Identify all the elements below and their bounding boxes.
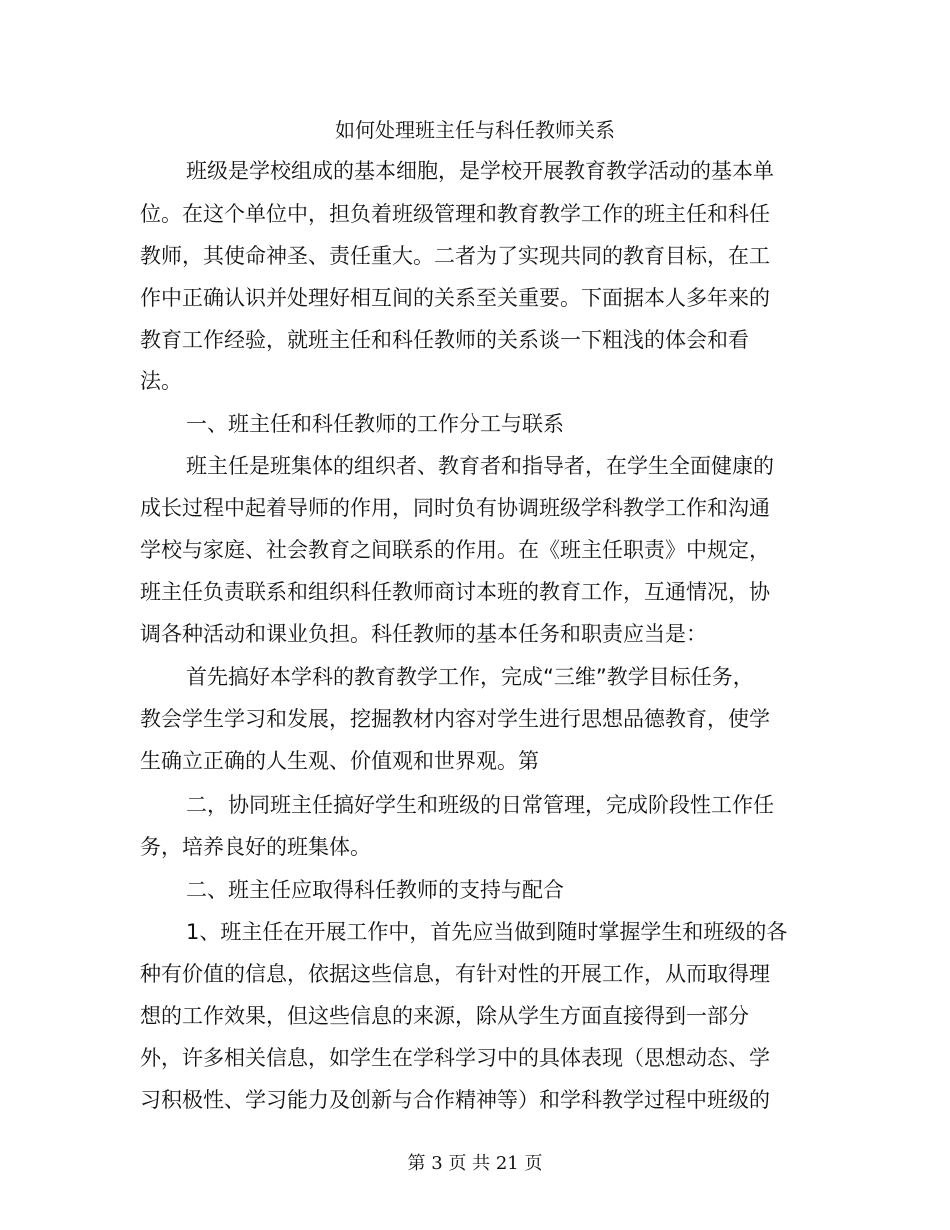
paragraph-line: 位。在这个单位中，担负着班级管理和教育教学工作的班主任和科任 [140, 202, 770, 226]
paragraph-line: 作中正确认识并处理好相互间的关系至关重要。下面据本人多年来的 [140, 286, 770, 310]
paragraph-line: 成长过程中起着导师的作用，同时负有协调班级学科教学工作和沟通 [140, 496, 770, 520]
paragraph-line: 教会学生学习和发展，挖掘教材内容对学生进行思想品德教育，使学 [140, 707, 770, 731]
paragraph-line: 二，协同班主任搞好学生和班级的日常管理，完成阶段性工作任 [186, 793, 774, 817]
paragraph-line: 1、班主任在开展工作中，首先应当做到随时掌握学生和班级的各 [186, 920, 788, 944]
section-heading: 二、班主任应取得科任教师的支持与配合 [186, 878, 564, 902]
paragraph-line: 想的工作效果，但这些信息的来源，除从学生方面直接得到一部分 [140, 1004, 749, 1028]
paragraph-line: 班级是学校组成的基本细胞，是学校开展教育教学活动的基本单 [186, 159, 774, 183]
paragraph-line: 首先搞好本学科的教育教学工作，完成“三维”教学目标任务， [186, 665, 754, 689]
paragraph-line: 学校与家庭、社会教育之间联系的作用。在《班主任职责》中规定， [140, 538, 770, 562]
page-number: 第 3 页 共 21 页 [407, 1153, 543, 1174]
section-heading: 一、班主任和科任教师的工作分工与联系 [186, 412, 564, 436]
paragraph-line: 生确立正确的人生观、价值观和世界观。第 [140, 749, 539, 773]
paragraph-line: 班主任负责联系和组织科任教师商讨本班的教育工作，互通情况，协 [140, 580, 770, 604]
paragraph-line: 教师，其使命神圣、责任重大。二者为了实现共同的教育目标，在工 [140, 244, 770, 268]
paragraph-line: 法。 [140, 369, 182, 393]
paragraph-line: 班主任是班集体的组织者、教育者和指导者，在学生全面健康的 [186, 454, 774, 478]
paragraph-line: 习积极性、学习能力及创新与合作精神等）和学科教学过程中班级的 [140, 1088, 770, 1112]
document-title: 如何处理班主任与科任教师关系 [335, 118, 615, 142]
paragraph-line: 调各种活动和课业负担。科任教师的基本任务和职责应当是： [140, 622, 707, 646]
paragraph-line: 种有价值的信息，依据这些信息，有针对性的开展工作，从而取得理 [140, 962, 770, 986]
paragraph-line: 务，培养良好的班集体。 [140, 835, 371, 859]
paragraph-line: 教育工作经验，就班主任和科任教师的关系谈一下粗浅的体会和看 [140, 328, 749, 352]
paragraph-line: 外，许多相关信息，如学生在学科学习中的具体表现（思想动态、学 [140, 1046, 770, 1070]
